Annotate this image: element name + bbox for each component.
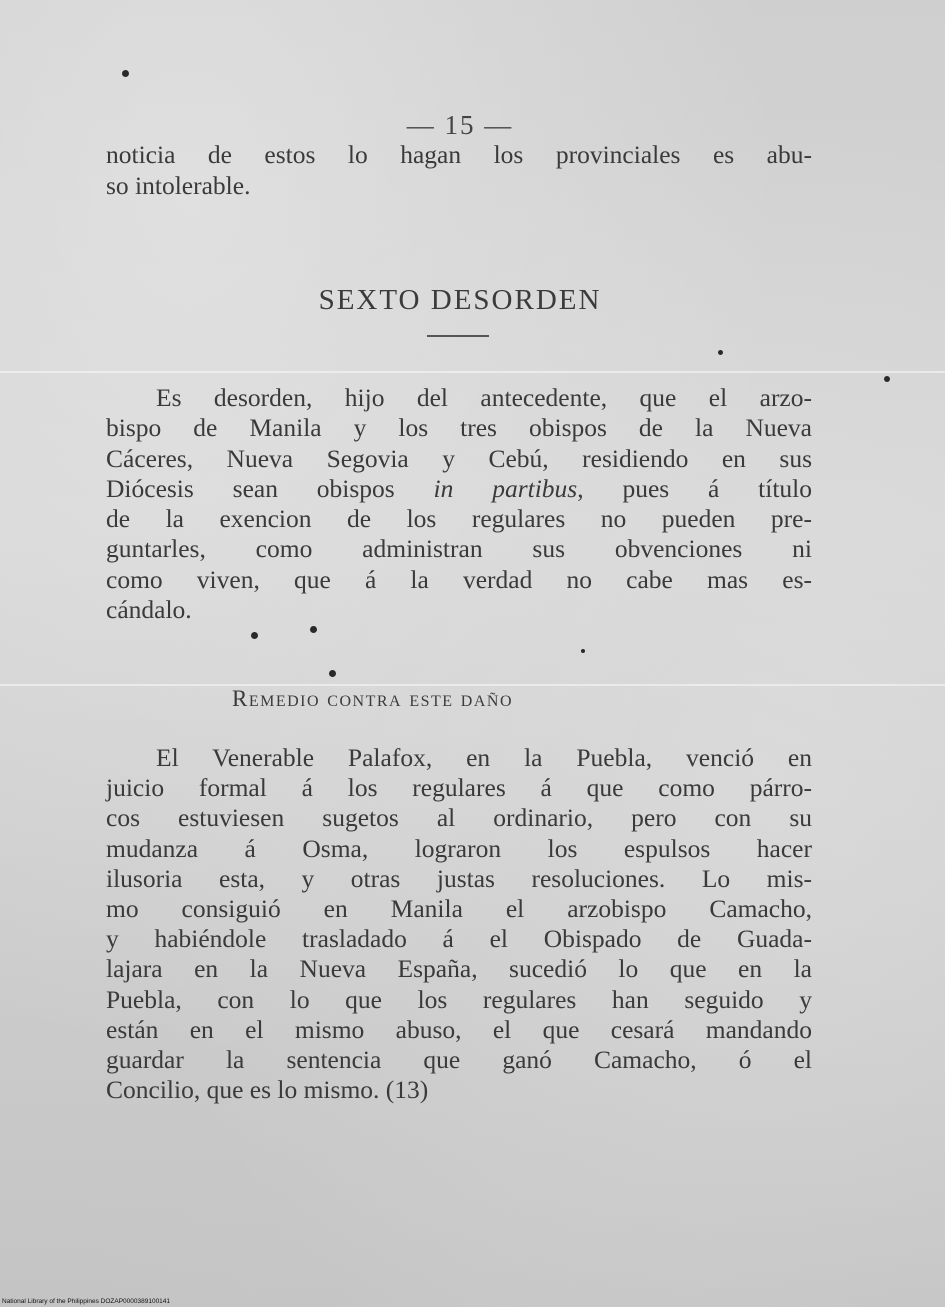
text-line: noticia de estos lo hagan los provinciales es abu-: [106, 140, 812, 169]
continuation-text: [106, 140, 812, 201]
ink-speck: [581, 649, 585, 653]
text-line: guntarles, como administran sus obvenciones ni: [106, 534, 812, 564]
text-line: Es desorden, hijo del antecedente, que el arzo-: [156, 383, 812, 412]
section-title: SEXTO DESORDEN: [318, 284, 602, 316]
text-line: Concilio, que es lo mismo. (13): [106, 1075, 429, 1105]
text-line: mudanza á Osma, lograron los espulsos hacer: [106, 833, 812, 863]
ink-speck: [122, 70, 129, 77]
page-number: — 15 —: [406, 110, 514, 140]
title-rule: [427, 335, 489, 337]
paragraph-sexto-desorden: [106, 383, 812, 625]
text-line: bispo de Manila y los tres obispos de la Nueva: [106, 413, 812, 443]
ink-speck: [251, 632, 258, 639]
text-line: y habiéndole trasladado á el Obispado de Guada-: [106, 924, 812, 954]
text-line: guardar la sentencia que ganó Camacho, ó el: [106, 1045, 812, 1075]
text-segment: Diócesis sean obispos: [106, 473, 434, 503]
page-fold-line: [0, 371, 945, 373]
ink-speck: [884, 376, 890, 382]
text-line: cándalo.: [106, 595, 192, 625]
library-credit: National Library of the Philippines DOZAP0000389100141: [2, 1298, 171, 1305]
text-line: están en el mismo abuso, el que cesará mandando: [106, 1014, 812, 1044]
text-line: Puebla, con lo que los regulares han seguido y: [106, 984, 812, 1014]
text-line: Cáceres, Nueva Segovia y Cebú, residiendo en sus: [106, 443, 812, 473]
text-line: [106, 474, 812, 504]
paragraph-remedio: [106, 743, 812, 1105]
text-line: como viven, que á la verdad no cabe mas es-: [106, 564, 812, 594]
text-line: mo consiguió en Manila el arzobispo Camacho,: [106, 894, 812, 924]
ink-speck: [310, 626, 317, 633]
subsection-title: Remedio contra este daño: [232, 686, 514, 711]
text-line: El Venerable Palafox, en la Puebla, venció en: [156, 743, 812, 772]
text-line: lajara en la Nueva España, sucedió lo que en la: [106, 954, 812, 984]
text-line: de la exencion de los regulares no pueden pre-: [106, 504, 812, 534]
italic-phrase: in partibus: [433, 473, 578, 503]
text-line: cos estuviesen sugetos al ordinario, pero con su: [106, 803, 812, 833]
text-line: juicio formal á los regulares á que como párro-: [106, 773, 812, 803]
text-segment: , pues á título: [577, 473, 812, 503]
text-line: ilusoria esta, y otras justas resoluciones. Lo mis-: [106, 863, 812, 893]
ink-speck: [718, 350, 723, 355]
text-line: so intolerable.: [106, 170, 251, 200]
ink-speck: [329, 670, 336, 677]
